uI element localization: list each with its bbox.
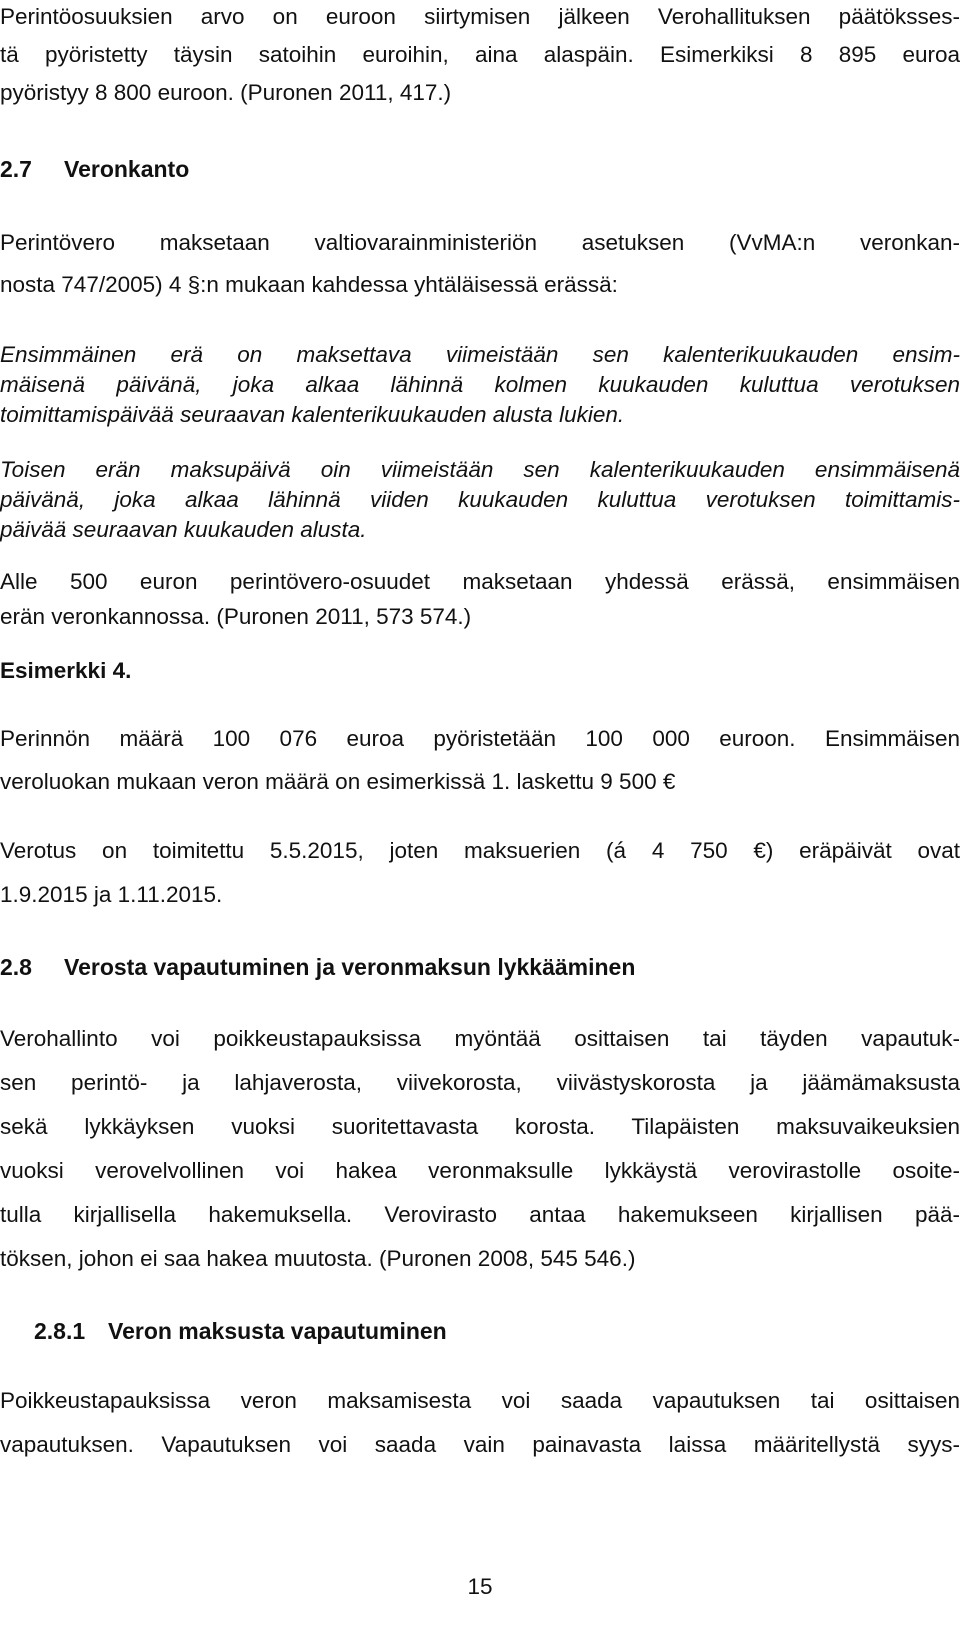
example-line-3: Verotus on toimitettu 5.5.2015, joten maksuerien (á 4 750 €) eräpäivät ovat [0,838,960,863]
s27-italic2-line-1: Toisen erän maksupäivä oin viimeistään sen kalenterikuukauden ensimmäisenä [0,457,960,482]
s27-para1-line-2: nosta 747/2005) 4 §:n mukaan kahdessa yhtäläisessä erässä: [0,272,618,297]
page-number: 15 [467,1574,493,1599]
s28-line-6: töksen, johon ei saa hakea muutosta. (Puronen 2008, 545 546.) [0,1246,636,1271]
s28-line-5: tulla kirjallisella hakemuksella. Verovirasto antaa hakemukseen kirjallisen pää- [0,1202,960,1227]
s28-line-1: Verohallinto voi poikkeustapauksissa myöntää osittaisen tai täyden vapautuk- [0,1026,960,1051]
s27-italic1-line-2: mäisenä päivänä, joka alkaa lähinnä kolmen kuukauden kuluttua verotuksen [0,372,960,397]
s281-line-1: Poikkeustapauksissa veron maksamisesta voi saada vapautuksen tai osittaisen [0,1388,960,1413]
example-line-2: veroluokan mukaan veron määrä on esimerkissä 1. laskettu 9 500 € [0,769,676,794]
s28-line-2: sen perintö- ja lahjaverosta, viivekorosta, viivästyskorosta ja jäämämaksusta [0,1070,960,1095]
section-2-8-1-title: Veron maksusta vapautuminen [108,1318,447,1344]
section-2-8-title: Verosta vapautuminen ja veronmaksun lykkääminen [64,954,636,980]
s27-italic1-line-3: toimittamispäivää seuraavan kalenterikuukauden alusta lukien. [0,402,625,427]
s281-line-2: vapautuksen. Vapautuksen voi saada vain painavasta laissa määritellystä syys- [0,1432,960,1457]
section-2-7-number: 2.7 [0,156,32,182]
s27-para2-line-1: Alle 500 euron perintövero-osuudet maksetaan yhdessä erässä, ensimmäisen [0,569,960,594]
s28-line-3: sekä lykkäyksen vuoksi suoritettavasta korosta. Tilapäisten maksuvaikeuksien [0,1114,960,1139]
section-2-8-number: 2.8 [0,954,32,980]
intro-line-1: Perintöosuuksien arvo on euroon siirtymisen jälkeen Verohallituksen päätöksses- [0,4,960,29]
s27-para2-line-2: erän veronkannossa. (Puronen 2011, 573 574.) [0,604,472,629]
s28-line-4: vuoksi verovelvollinen voi hakea veronmaksulle lykkäystä verovirastolle osoite- [0,1158,960,1183]
intro-line-2: tä pyöristetty täysin satoihin euroihin, aina alaspäin. Esimerkiksi 8 895 euroa [0,42,960,67]
s27-para1-line-1: Perintövero maksetaan valtiovarainministeriön asetuksen (VvMA:n veronkan- [0,230,960,255]
example-line-1: Perinnön määrä 100 076 euroa pyöristetään 100 000 euroon. Ensimmäisen [0,726,960,751]
s27-italic1-line-1: Ensimmäinen erä on maksettava viimeistään sen kalenterikuukauden ensim- [0,342,960,367]
s27-italic2-line-3: päivää seuraavan kuukauden alusta. [0,517,367,542]
s27-italic2-line-2: päivänä, joka alkaa lähinnä viiden kuukauden kuluttua verotuksen toimittamis- [0,487,960,512]
example-line-4: 1.9.2015 ja 1.11.2015. [0,882,223,907]
example-heading: Esimerkki 4. [0,658,132,683]
section-2-8-1-number: 2.8.1 [34,1318,86,1344]
section-2-7-title: Veronkanto [64,156,190,182]
intro-line-3: pyöristyy 8 800 euroon. (Puronen 2011, 417.) [0,80,452,105]
